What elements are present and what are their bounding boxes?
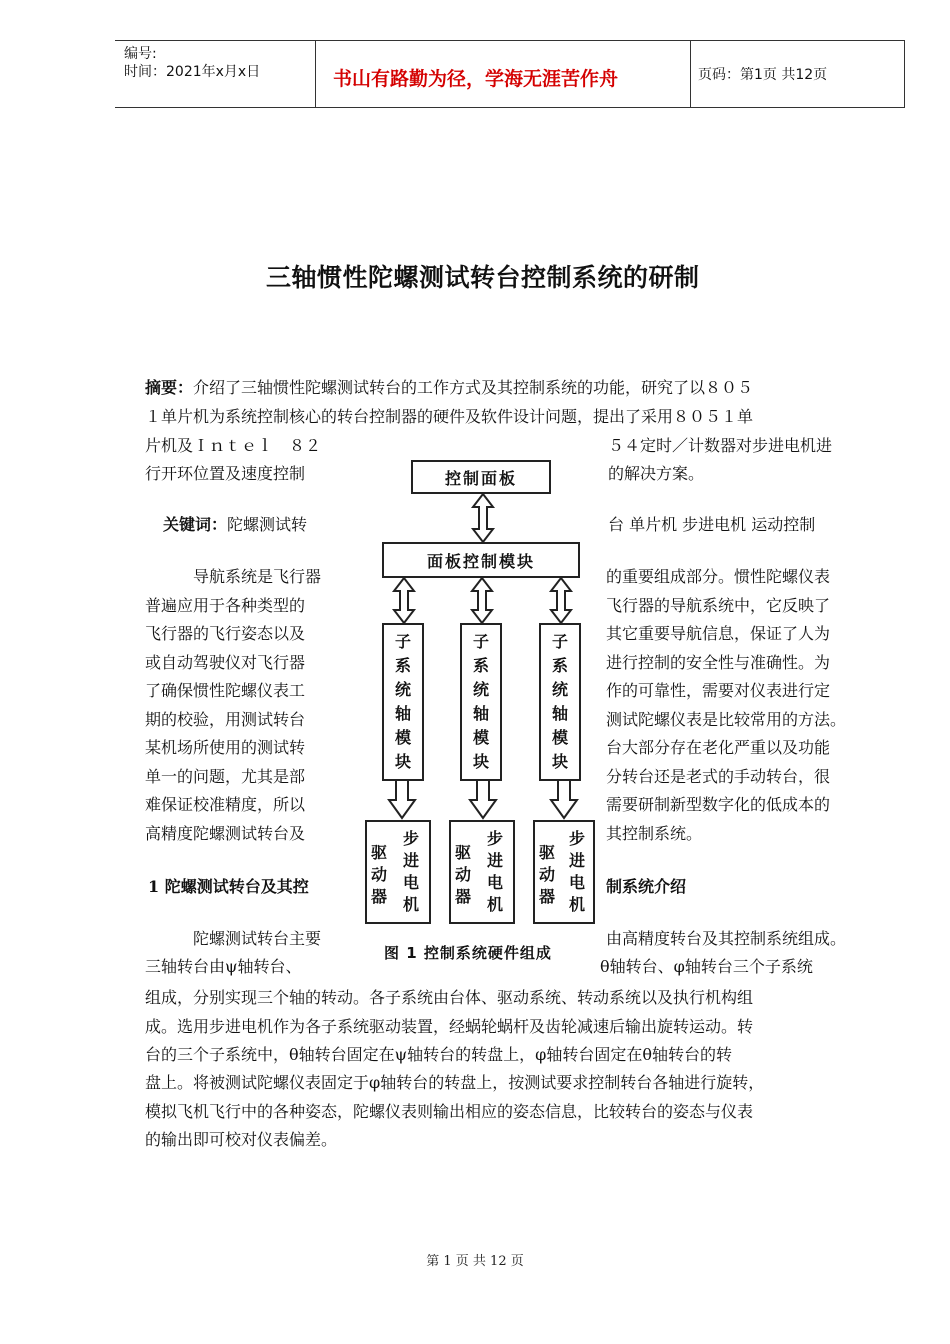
down-arrow-icon xyxy=(470,780,496,818)
abstract-right-2: 的解决方案。 xyxy=(608,464,705,483)
intro-right-9: 需要研制新型数字化的低成本的 xyxy=(606,795,831,814)
double-arrow-icon xyxy=(473,494,493,542)
intro-right-6: 测试陀螺仪表是比较常用的方法。 xyxy=(606,710,847,729)
keywords-label: 关键词： xyxy=(163,515,228,534)
abstract-right-1: ５４定时／计数器对步进电机进 xyxy=(608,436,833,455)
intro-left-5: 了确保惯性陀螺仪表工 xyxy=(145,681,306,700)
stepper-motor-label: 步 进 电 机 xyxy=(403,829,420,914)
intro-left-3: 飞行器的飞行姿态以及 xyxy=(145,624,306,643)
intro-left-2: 普遍应用于各种类型的 xyxy=(145,596,306,615)
keywords-left: 关键词：陀螺测试转 xyxy=(163,515,308,534)
figure-control-system-diagram xyxy=(362,458,594,970)
intro-right-4: 进行控制的安全性与准确性。为 xyxy=(606,653,831,672)
intro-left-4: 或自动驾驶仪对飞行器 xyxy=(145,653,306,672)
body-left-1: 陀螺测试转台主要 xyxy=(193,929,322,948)
abstract-left-2: 行开环位置及速度控制 xyxy=(145,464,306,483)
body-line-4: 成。选用步进电机作为各子系统驱动装置，经蜗轮蜗杆及齿轮减速后输出旋转运动。转 xyxy=(145,1017,754,1036)
driver-label: 驱 动 器 xyxy=(455,843,472,906)
body-line-5: 台的三个子系统中，θ轴转台固定在ψ轴转台的转盘上，φ轴转台固定在θ轴转台的转 xyxy=(145,1045,733,1064)
document-title: 三轴惯性陀螺测试转台控制系统的研制 xyxy=(266,263,700,292)
figure-caption: 图 1 控制系统硬件组成 xyxy=(384,944,552,962)
intro-left-10: 高精度陀螺测试转台及 xyxy=(145,824,306,843)
keywords-right: 台 单片机 步进电机 运动控制 xyxy=(608,515,816,534)
intro-left-9: 难保证校准精度，所以 xyxy=(145,795,306,814)
intro-right-5: 作的可靠性，需要对仪表进行定 xyxy=(606,681,831,700)
abstract-left-1: 片机及Ｉｎｔｅｌ ８２ xyxy=(145,436,322,455)
double-arrow-icon xyxy=(551,578,571,623)
down-arrow-icon xyxy=(389,780,415,818)
body-line-7: 模拟飞机飞行中的各种姿态，陀螺仪表则输出相应的姿态信息，比较转台的姿态与仪表 xyxy=(145,1102,754,1121)
stepper-motor-label: 步 进 电 机 xyxy=(569,829,586,914)
section-1-heading-left: 1 陀螺测试转台及其控 xyxy=(148,877,309,896)
intro-right-8: 分转台还是老式的手动转台，很 xyxy=(606,767,831,786)
driver-label: 驱 动 器 xyxy=(371,843,388,906)
abstract-line-2: １单片机为系统控制核心的转台控制器的硬件及软件设计问题，提出了采用８０５１单 xyxy=(145,407,754,426)
driver-motor-block-3 xyxy=(533,820,595,924)
body-line-3: 组成，分别实现三个轴的转动。各子系统由台体、驱动系统、转动系统以及执行机构组 xyxy=(145,988,754,1007)
abstract-label: 摘要： xyxy=(145,378,194,397)
body-line-8: 的输出即可校对仪表偏差。 xyxy=(145,1130,338,1149)
subsystem-axis-module-2: 子 系 统 轴 模 块 xyxy=(460,623,502,781)
serial-label: 编号: xyxy=(124,46,157,62)
intro-right-3: 其它重要导航信息，保证了人为 xyxy=(606,624,831,643)
intro-left-6: 期的校验，用测试转台 xyxy=(145,710,306,729)
stepper-motor-label: 步 进 电 机 xyxy=(487,829,504,914)
page-footer: 第 1 页 共 12 页 xyxy=(426,1254,524,1269)
driver-motor-block-1 xyxy=(365,820,431,924)
driver-label: 驱 动 器 xyxy=(539,843,556,906)
body-line-6: 盘上。将被测试陀螺仪表固定于φ轴转台的转盘上，按测试要求控制转台各轴进行旋转， xyxy=(145,1073,765,1092)
driver-motor-block-2 xyxy=(449,820,515,924)
intro-right-2: 飞行器的导航系统中，它反映了 xyxy=(606,596,831,615)
header-motto: 书山有路勤为径，学海无涯苦作舟 xyxy=(333,68,619,90)
double-arrow-icon xyxy=(394,578,414,623)
body-right-1: 由高精度转台及其控制系统组成。 xyxy=(606,929,847,948)
body-right-2: θ轴转台、φ轴转台三个子系统 xyxy=(600,957,813,976)
page-indicator: 页码：第1页 共12页 xyxy=(698,67,828,83)
subsystem-axis-module-3: 子 系 统 轴 模 块 xyxy=(539,623,581,781)
intro-left-7: 某机场所使用的测试转 xyxy=(145,738,306,757)
intro-left-8: 单一的问题，尤其是部 xyxy=(145,767,306,786)
control-panel-block: 控制面板 xyxy=(411,460,551,494)
intro-left-1: 导航系统是飞行器 xyxy=(193,567,322,586)
panel-control-module-block: 面板控制模块 xyxy=(382,542,580,578)
subsystem-axis-module-1: 子 系 统 轴 模 块 xyxy=(382,623,424,781)
abstract-line-1: 摘要：介绍了三轴惯性陀螺测试转台的工作方式及其控制系统的功能，研究了以８０５ xyxy=(145,378,754,397)
down-arrow-icon xyxy=(551,780,577,818)
intro-right-10: 其控制系统。 xyxy=(606,824,703,843)
section-1-heading-right: 制系统介绍 xyxy=(606,877,687,896)
intro-right-7: 台大部分存在老化严重以及功能 xyxy=(606,738,831,757)
intro-right-1: 的重要组成部分。惯性陀螺仪表 xyxy=(606,567,831,586)
date-label: 时间：2021年x月x日 xyxy=(124,64,261,80)
double-arrow-icon xyxy=(472,578,492,623)
body-left-2: 三轴转台由ψ轴转台、 xyxy=(145,957,302,976)
